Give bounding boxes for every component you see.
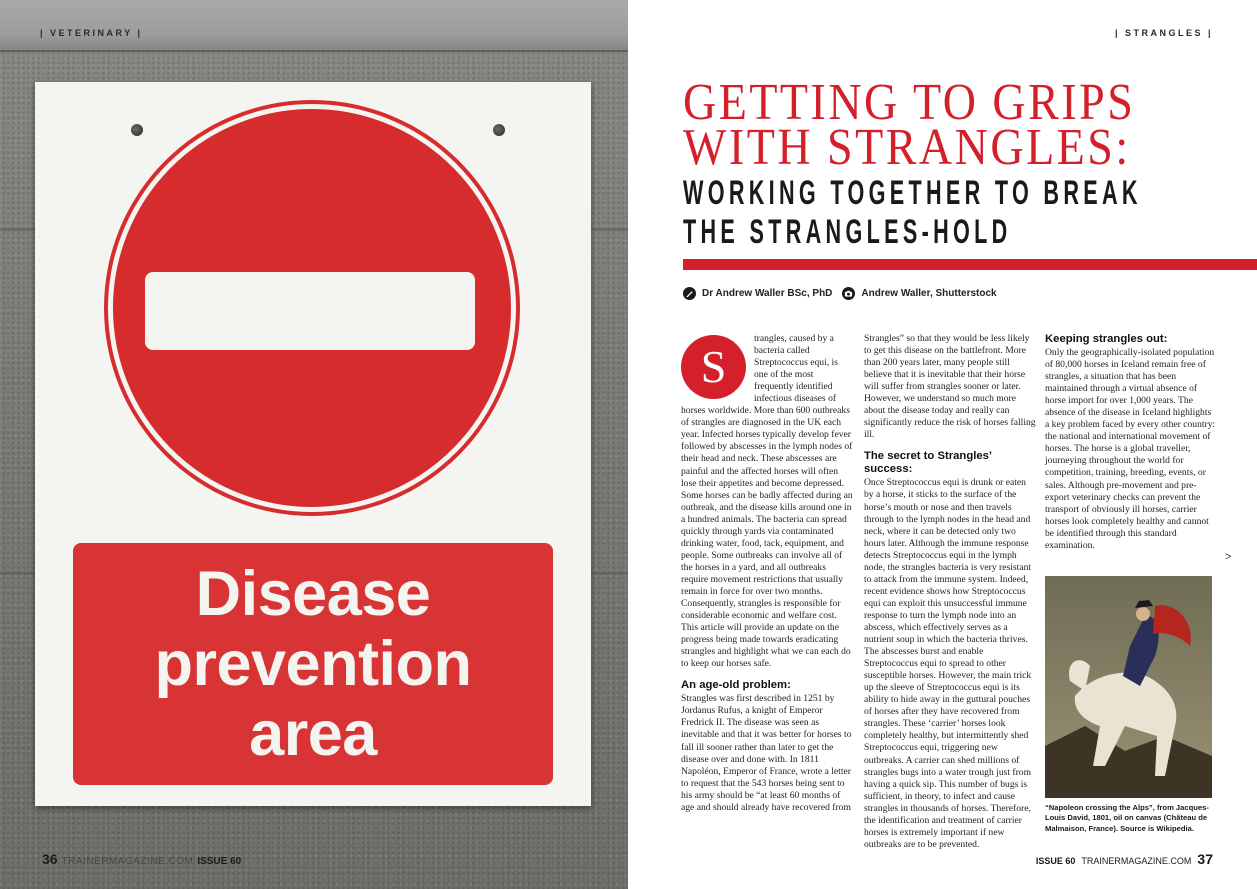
subheading-secret-success: The secret to Strangles’ success: — [864, 450, 992, 476]
disease-prevention-sign — [35, 82, 591, 806]
folio-left — [42, 851, 241, 867]
image-caption: “Napoleon crossing the Alps”, from Jacques-Louis David, 1801, oil on canvas (Château de Malmaison, France). Source is Wikipedia. — [1045, 803, 1209, 833]
page-number: 37 — [1197, 851, 1213, 867]
body-paragraph: Only the geographically-isolated population of 80,000 horses in Iceland remain free of strangles, a situation that has been maintained through a virtual absence of horse import for over 1,000 years. The absence of the disease in Iceland highlights a key problem faced by every other country: the national and international movement of horses. The horse is a global traveller, journeying throughout the world for competition, training, breeding, events, or sales. Although pre-movement and pre-export veterinary checks can prevent the transport of obviously ill horses, carrier horses look completely healthy and cannot be identified through this standard examination. — [1045, 347, 1216, 551]
page-number: 36 — [42, 851, 58, 867]
sign-line: area — [249, 699, 377, 769]
sign-text-panel — [73, 543, 553, 785]
article-column-2 — [864, 333, 1036, 851]
photo-credit: Andrew Waller, Shutterstock — [861, 288, 997, 299]
continue-arrow-icon: > — [1225, 551, 1232, 563]
issue-label: ISSUE 60 — [197, 856, 242, 867]
article-headline: GETTING TO GRIPS WITH STRANGLES: — [683, 73, 1136, 176]
article-column-3 — [1045, 333, 1217, 552]
folio-right — [1036, 851, 1213, 867]
screw-icon — [131, 124, 143, 136]
sign-line: Disease — [195, 559, 431, 629]
intro-paragraph: trangles, caused by a bacteria called Streptococcus equi, is one of the most frequently identified infectious diseases of horses worldwide. More than 600 outbreaks of strangles are diagnosed in the UK each year. Infected horses typically develop fever followed by abscesses in the lymph nodes of their head and neck. These abscesses are painful and the affected horses will often lose their appetites and become depressed. Some horses can be badly affected during an outbreak, and the disease kills around one in a hundred animals. The bacteria can spread quickly through yards via contaminated drinking water, food, tack, equipment, and people. Some outbreaks can involve all of the horses in a yard, and all outbreaks require movement restrictions that usually remain in force for over two months. Consequently, strangles is responsible for considerable economic and welfare cost. This article will provide an update on the progress being made towards eradicating strangles and highlight what we can each do to keep our horses safe. — [681, 333, 853, 670]
article-subhead: WORKING TOGETHER TO BREAK THE STRANGLES-HOLD — [683, 174, 1142, 252]
left-page-photo — [0, 0, 628, 889]
article-column-1 — [681, 333, 853, 814]
magazine-url: TRAINERMAGAZINE.COM — [61, 856, 194, 867]
body-paragraph: Once Streptococcus equi is drunk or eaten by a horse, it sticks to the surface of the horse’s mouth or nose and then travels through to the lymph nodes in the head and neck, where it can be detected only two hours later. Although the immune response detects Streptococcus equi in the lymph node, the strangles bacteria is very resistant to attack from the immune system. Indeed, recent evidence shows how Streptococcus equi can exploit this unsuccessful immune response to turn the lymph node into an abscess, which effectively serves as a nutrient soup in which the bacteria thrives. The abscesses burst and enable Streptococcus equi to spread to other susceptible horses. However, the main trick up the sleeve of Streptococcus equi is its ability to hide away in the guttural pouches of horses after they have recovered from strangles. These ‘carrier’ horses look completely healthy, but intermittently shed Streptococcus equi, triggering new outbreaks. A carrier can shed millions of strangles bugs into a water trough just from having a quick sip. This number of bugs is sufficient, in theory, to infect and cause strangles in thousands of horses. Therefore, the identification and treatment of carrier horses is extremely important if new outbreaks are to be prevented. — [864, 477, 1032, 850]
section-tag-strangles: | STRANGLES | — [1114, 28, 1213, 38]
issue-label: ISSUE 60 — [1035, 856, 1076, 866]
no-entry-bar — [145, 272, 475, 350]
section-tag-veterinary: | VETERINARY | — [40, 28, 143, 38]
sign-line: prevention — [154, 629, 472, 699]
body-paragraph: Strangles was first described in 1251 by Jordanus Rufus, a knight of Emperor Fredrick II. The disease was seen as inevitable and that it was better for horses to fall ill sooner rather than later to get the disease over and done with. In 1811 Napoléon, Emperor of France, wrote a letter to request that the 543 horses being sent to his army should be “at least 60 months of age and should already have recovered from — [681, 693, 852, 813]
dropcap: S — [681, 335, 746, 399]
screw-icon — [493, 124, 505, 136]
napoleon-painting-image — [1045, 576, 1212, 798]
subheading-age-old-problem: An age-old problem: — [681, 679, 791, 692]
magazine-url: TRAINERMAGAZINE.COM — [1081, 856, 1192, 866]
pen-icon — [683, 287, 696, 300]
wall-capstone — [0, 0, 628, 52]
subheading-keeping-strangles-out: Keeping strangles out: — [1045, 333, 1168, 345]
red-divider — [683, 259, 1257, 270]
body-paragraph: Strangles” so that they would be less likely to get this disease on the battlefront. More than 200 years later, many people still believe that it is inevitable that their horse will suffer from strangles sooner or later. However, we understand so much more about the disease today and really can significantly reduce the risk of horses falling ill. — [864, 333, 1036, 441]
article-credits — [683, 287, 997, 300]
camera-icon — [842, 287, 855, 300]
right-page-article — [628, 0, 1257, 889]
author-name: Dr Andrew Waller BSc, PhD — [702, 288, 833, 299]
